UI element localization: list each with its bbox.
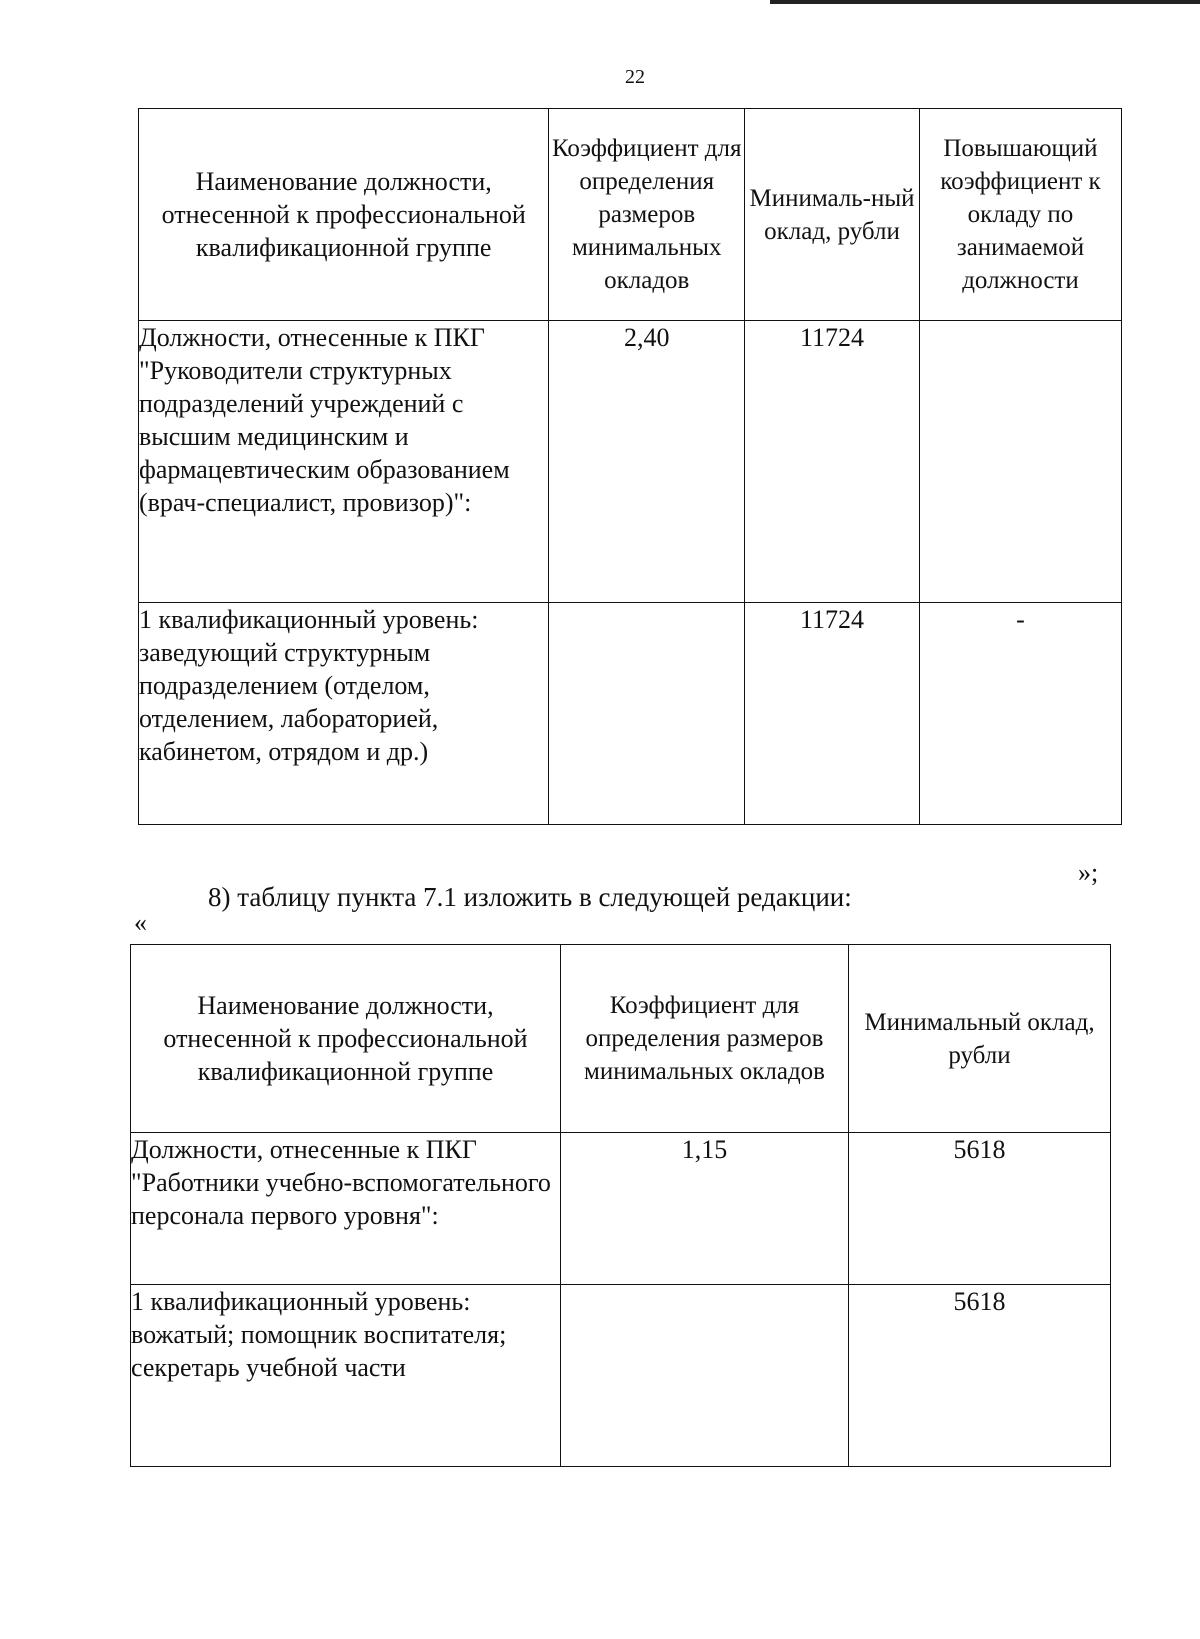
top-edge-rule xyxy=(770,0,1200,4)
closing-quote: »; xyxy=(1078,858,1099,887)
page-number: 22 xyxy=(625,66,645,88)
row-min-salary: 5618 xyxy=(849,1133,1111,1285)
table-header-row xyxy=(139,109,1122,321)
amendment-paragraph: 8) таблицу пункта 7.1 изложить в следующей редакции: xyxy=(208,882,852,912)
row-min-salary: 11724 xyxy=(745,321,920,603)
row-raise-coefficient: - xyxy=(919,603,1121,825)
row-min-salary: 5618 xyxy=(849,1285,1111,1467)
table-row xyxy=(139,603,1122,825)
header-min-salary: Минималь-ный оклад, рубли xyxy=(745,109,920,321)
row-raise-coefficient xyxy=(919,321,1121,603)
row-position-name: Должности, отнесенные к ПКГ "Руководители структурных подразделений учреждений с высшим медицинским и фармацевтическим образованием (врач-специалист, провизор)": xyxy=(139,321,549,603)
opening-quote: « xyxy=(134,908,147,937)
header-coefficient: Коэффициент для определения размеров минимальных окладов xyxy=(549,109,745,321)
row-coefficient: 1,15 xyxy=(561,1133,849,1285)
row-position-name: Должности, отнесенные к ПКГ "Работники учебно-вспомогательного персонала первого уровня": xyxy=(131,1133,561,1285)
row-position-name: 1 квалификационный уровень: заведующий структурным подразделением (отделом, отделением, лабораторией, кабинетом, отрядом и др.) xyxy=(139,603,549,825)
row-coefficient: 2,40 xyxy=(549,321,745,603)
header-min-salary: Минимальный оклад, рубли xyxy=(849,945,1111,1133)
row-coefficient xyxy=(549,603,745,825)
salary-table-2 xyxy=(130,944,1111,1467)
header-raise-coefficient: Повышающий коэффициент к окладу по занимаемой должности xyxy=(919,109,1121,321)
salary-table-1 xyxy=(138,108,1122,825)
table-row xyxy=(131,1285,1111,1467)
table-header-row xyxy=(131,945,1111,1133)
table-row xyxy=(139,321,1122,603)
header-position-name: Наименование должности, отнесенной к профессиональной квалификационной группе xyxy=(131,945,561,1133)
row-position-name: 1 квалификационный уровень: вожатый; помощник воспитателя; секретарь учебной части xyxy=(131,1285,561,1467)
header-position-name: Наименование должности, отнесенной к профессиональной квалификационной группе xyxy=(139,109,549,321)
header-coefficient: Коэффициент для определения размеров минимальных окладов xyxy=(561,945,849,1133)
row-min-salary: 11724 xyxy=(745,603,920,825)
table-row xyxy=(131,1133,1111,1285)
row-coefficient xyxy=(561,1285,849,1467)
